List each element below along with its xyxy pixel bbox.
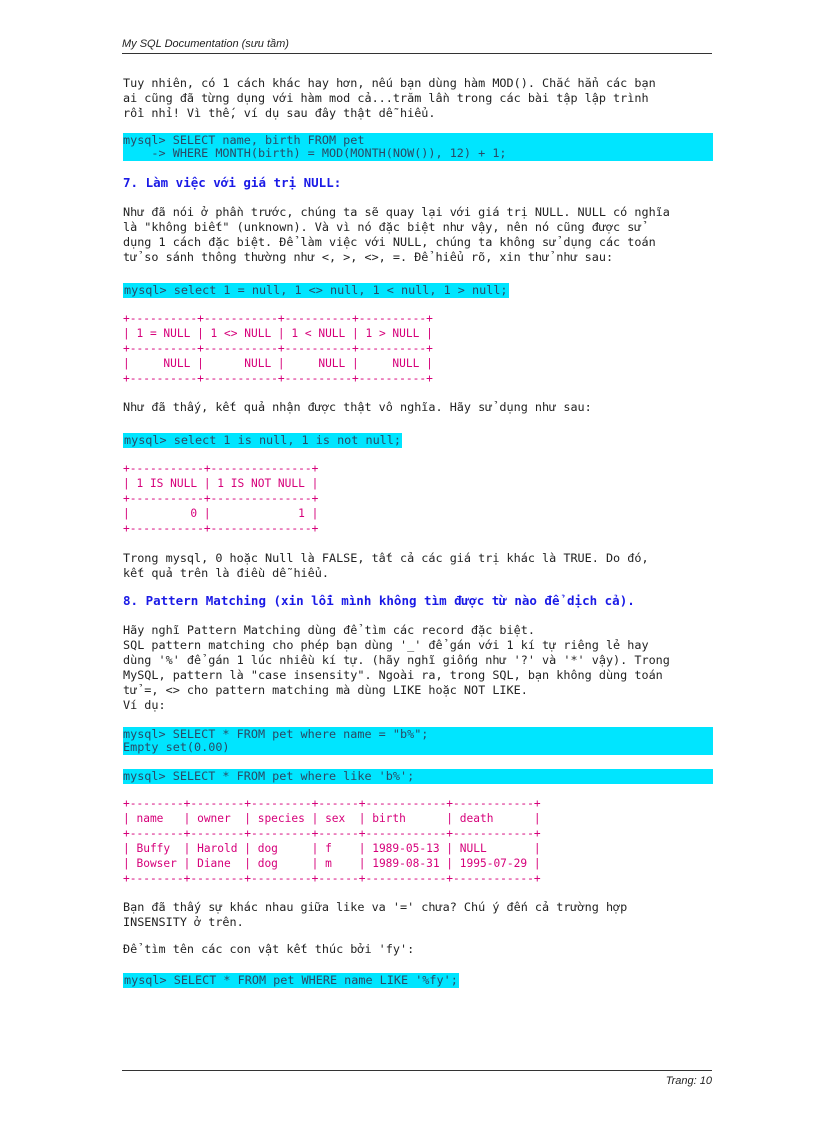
- page-footer: [122, 1070, 712, 1087]
- result-table-pet: +--------+--------+---------+------+------------+------------+ | name | owner | species | sex | birth | death | +--------+--------+---------+------+------------+------------+ | Buffy | Harold | dog | f | 1989-05-13 | NULL | | Bowser | Diane | dog | m | 1989-08-31 | 1995-07-29 | +--------+--------+---------+------+------------+------------+: [123, 797, 541, 885]
- code-block-mod: mysql> SELECT name, birth FROM pet -> WHERE MONTH(birth) = MOD(MONTH(NOW()), 12) + 1;: [123, 133, 713, 161]
- section-8-heading: 8. Pattern Matching (xin lỗi mình không tìm được từ nào để dịch cả).: [123, 593, 635, 608]
- page-header: [122, 38, 712, 54]
- code-block-like: mysql> SELECT * FROM pet where like 'b%';: [123, 769, 713, 784]
- section-7-heading: 7. Làm việc với giá trị NULL:: [123, 175, 342, 190]
- section-8-paragraph-2: Bạn đã thấy sự khác nhau giữa like va '=' chưa? Chú ý đến cả trường hợp INSENSITY ở trên.: [123, 900, 628, 929]
- section-8-paragraph: Hãy nghĩ Pattern Matching dùng để tìm các record đặc biệt. SQL pattern matching cho phép bạn dùng '_' để gán với 1 kí tự riêng lẻ hay dùng '%' để gán 1 lúc nhiều kí tự. (hãy nghĩ giống như '?' và '*' vậy). Trong MySQL, pattern là "case insensity". Ngoài ra, trong SQL, bạn không dùng toán tử =, <> cho pattern matching mà dùng LIKE hoặc NOT LIKE. Ví dụ:: [123, 623, 670, 712]
- page-content: [123, 76, 713, 988]
- code-block-equal: mysql> SELECT * FROM pet where name = "b%"; Empty set(0.00): [123, 727, 713, 755]
- section-7-paragraph-3: Trong mysql, 0 hoặc Null là FALSE, tất cả các giá trị khác là TRUE. Do đó, kết quả trên là điều dễ hiểu.: [123, 551, 649, 580]
- section-7-paragraph: Như đã nói ở phần trước, chúng ta sẽ quay lại với giá trị NULL. NULL có nghĩa là "không biết" (unknown). Và vì nó đặc biệt như vậy, nên nó cũng được sử dụng 1 cách đặc biệt. Để làm việc với NULL, chúng ta không sử dụng các toán tử so sánh thông thường như <, >, <>, =. Để hiểu rõ, xin thử như sau:: [123, 205, 670, 264]
- page-number: Trang: 10: [665, 1075, 712, 1087]
- section-8-paragraph-3: Để tìm tên các con vật kết thúc bởi 'fy':: [123, 942, 415, 956]
- header-title: My SQL Documentation (sưu tầm): [122, 38, 289, 50]
- section-7-paragraph-2: Như đã thấy, kết quả nhận được thật vô nghĩa. Hãy sử dụng như sau:: [123, 400, 592, 414]
- code-block-fy: mysql> SELECT * FROM pet WHERE name LIKE '%fy';: [124, 973, 458, 987]
- result-table-is-null: +-----------+---------------+ | 1 IS NULL | 1 IS NOT NULL | +-----------+---------------+ | 0 | 1 | +-----------+---------------+: [123, 462, 319, 535]
- code-block-is-null: mysql> select 1 is null, 1 is not null;: [124, 433, 401, 447]
- intro-paragraph: Tuy nhiên, có 1 cách khác hay hơn, nếu bạn dùng hàm MOD(). Chắc hẳn các bạn ai cũng đã từng dụng với hàm mod cả...trăm lần trong các bài tập lập trình rồi nhỉ! Vì thế, ví dụ sau đây thật dễ hiểu.: [123, 76, 656, 120]
- result-table-null-compare: +----------+-----------+----------+----------+ | 1 = NULL | 1 <> NULL | 1 < NULL | 1 > NULL | +----------+-----------+----------+----------+ | NULL | NULL | NULL | NULL | +----------+-----------+----------+----------+: [123, 312, 433, 385]
- code-block-null-compare: mysql> select 1 = null, 1 <> null, 1 < null, 1 > null;: [124, 283, 508, 297]
